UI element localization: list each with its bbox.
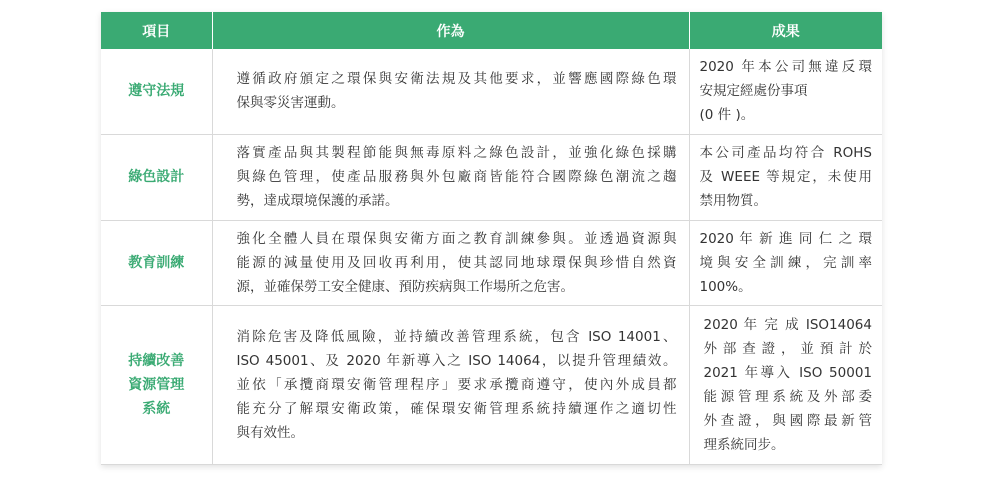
environmental-policy-table-container [101, 12, 882, 465]
action-line: 強化全體人員在環保與安衛方面之教育訓練參與。並透過資源與 [236, 230, 677, 247]
row-item-label: 資源管理 [128, 376, 185, 393]
action-line: 勢，達成環境保護的承諾。 [236, 193, 399, 209]
action-line: ISO 45001、及 2020 年新導入之 ISO 14064，以提升管理績效。 [236, 352, 677, 369]
table-row [101, 220, 882, 305]
table-row [101, 134, 882, 220]
row-item-label: 系統 [142, 400, 171, 417]
row-action-cell [212, 305, 689, 464]
action-line: 落實產品與其製程節能與無毒原料之綠色設計，並強化綠色採購 [236, 145, 677, 161]
header-action: 作為 [212, 12, 689, 49]
result-line: 外查證，與國際最新管 [703, 412, 872, 429]
result-line: 安規定經處份事項 [699, 83, 808, 100]
action-line: 遵循政府頒定之環保與安衛法規及其他要求，並響應國際綠色環 [236, 71, 677, 88]
result-line: 100%。 [699, 278, 752, 295]
result-line: 2021 年導入 ISO 50001 [703, 364, 872, 381]
row-item-cell [101, 49, 212, 134]
row-item-label: 持續改善 [128, 352, 185, 369]
table-row [101, 49, 882, 134]
action-line: 源，並確保勞工安全健康、預防疾病與工作場所之危害。 [236, 278, 574, 295]
table-row [101, 305, 882, 464]
row-result-cell [689, 305, 882, 464]
result-line: 2020 年 新 進 同 仁 之 環 [699, 230, 872, 247]
row-action-cell [212, 220, 689, 305]
action-line: 能充分了解環安衛政策，確保環安衛管理系統持續運作之適切性 [236, 400, 677, 417]
action-line: 能源的減量使用及回收再利用，使其認同地球環保與珍惜自然資 [236, 254, 677, 271]
action-line: 保與零災害運動。 [236, 95, 345, 112]
result-line: 禁用物質。 [699, 193, 767, 209]
action-line: 與綠色管理，使產品服務與外包廠商皆能符合國際綠色潮流之趨 [236, 169, 677, 185]
result-line: 境與安全訓練，完訓率 [699, 254, 872, 271]
row-action-cell [212, 49, 689, 134]
result-line: (0 件 )。 [699, 107, 755, 124]
row-item-cell [101, 134, 212, 220]
row-item-label: 遵守法規 [128, 83, 185, 100]
row-item-label: 教育訓練 [128, 254, 185, 271]
row-item-label: 綠色設計 [128, 169, 185, 185]
row-item-cell [101, 220, 212, 305]
environmental-policy-table [101, 12, 882, 465]
result-line: 及 WEEE 等規定，未使用 [699, 169, 872, 185]
action-line: 並依「承攬商環安衛管理程序」要求承攬商遵守，使內外成員都 [236, 376, 677, 393]
result-line: 理系統同步。 [703, 436, 785, 453]
table-header-row [101, 12, 882, 49]
row-result-cell [689, 134, 882, 220]
result-line: 本公司產品均符合 ROHS [699, 145, 872, 161]
row-result-cell [689, 49, 882, 134]
result-line: 外 部 查 證 ， 並 預 計 於 [703, 340, 872, 357]
action-line: 消除危害及降低風險，並持續改善管理系統，包含 ISO 14001、 [236, 328, 677, 345]
action-line: 與有效性。 [236, 424, 304, 441]
header-item: 項目 [101, 12, 212, 49]
header-result: 成果 [689, 12, 882, 49]
row-item-cell [101, 305, 212, 464]
row-result-cell [689, 220, 882, 305]
result-line: 2020 年本公司無違反環 [699, 59, 872, 76]
row-action-cell [212, 134, 689, 220]
result-line: 2020 年 完 成 ISO14064 [703, 316, 872, 333]
result-line: 能源管理系統及外部委 [703, 388, 872, 405]
